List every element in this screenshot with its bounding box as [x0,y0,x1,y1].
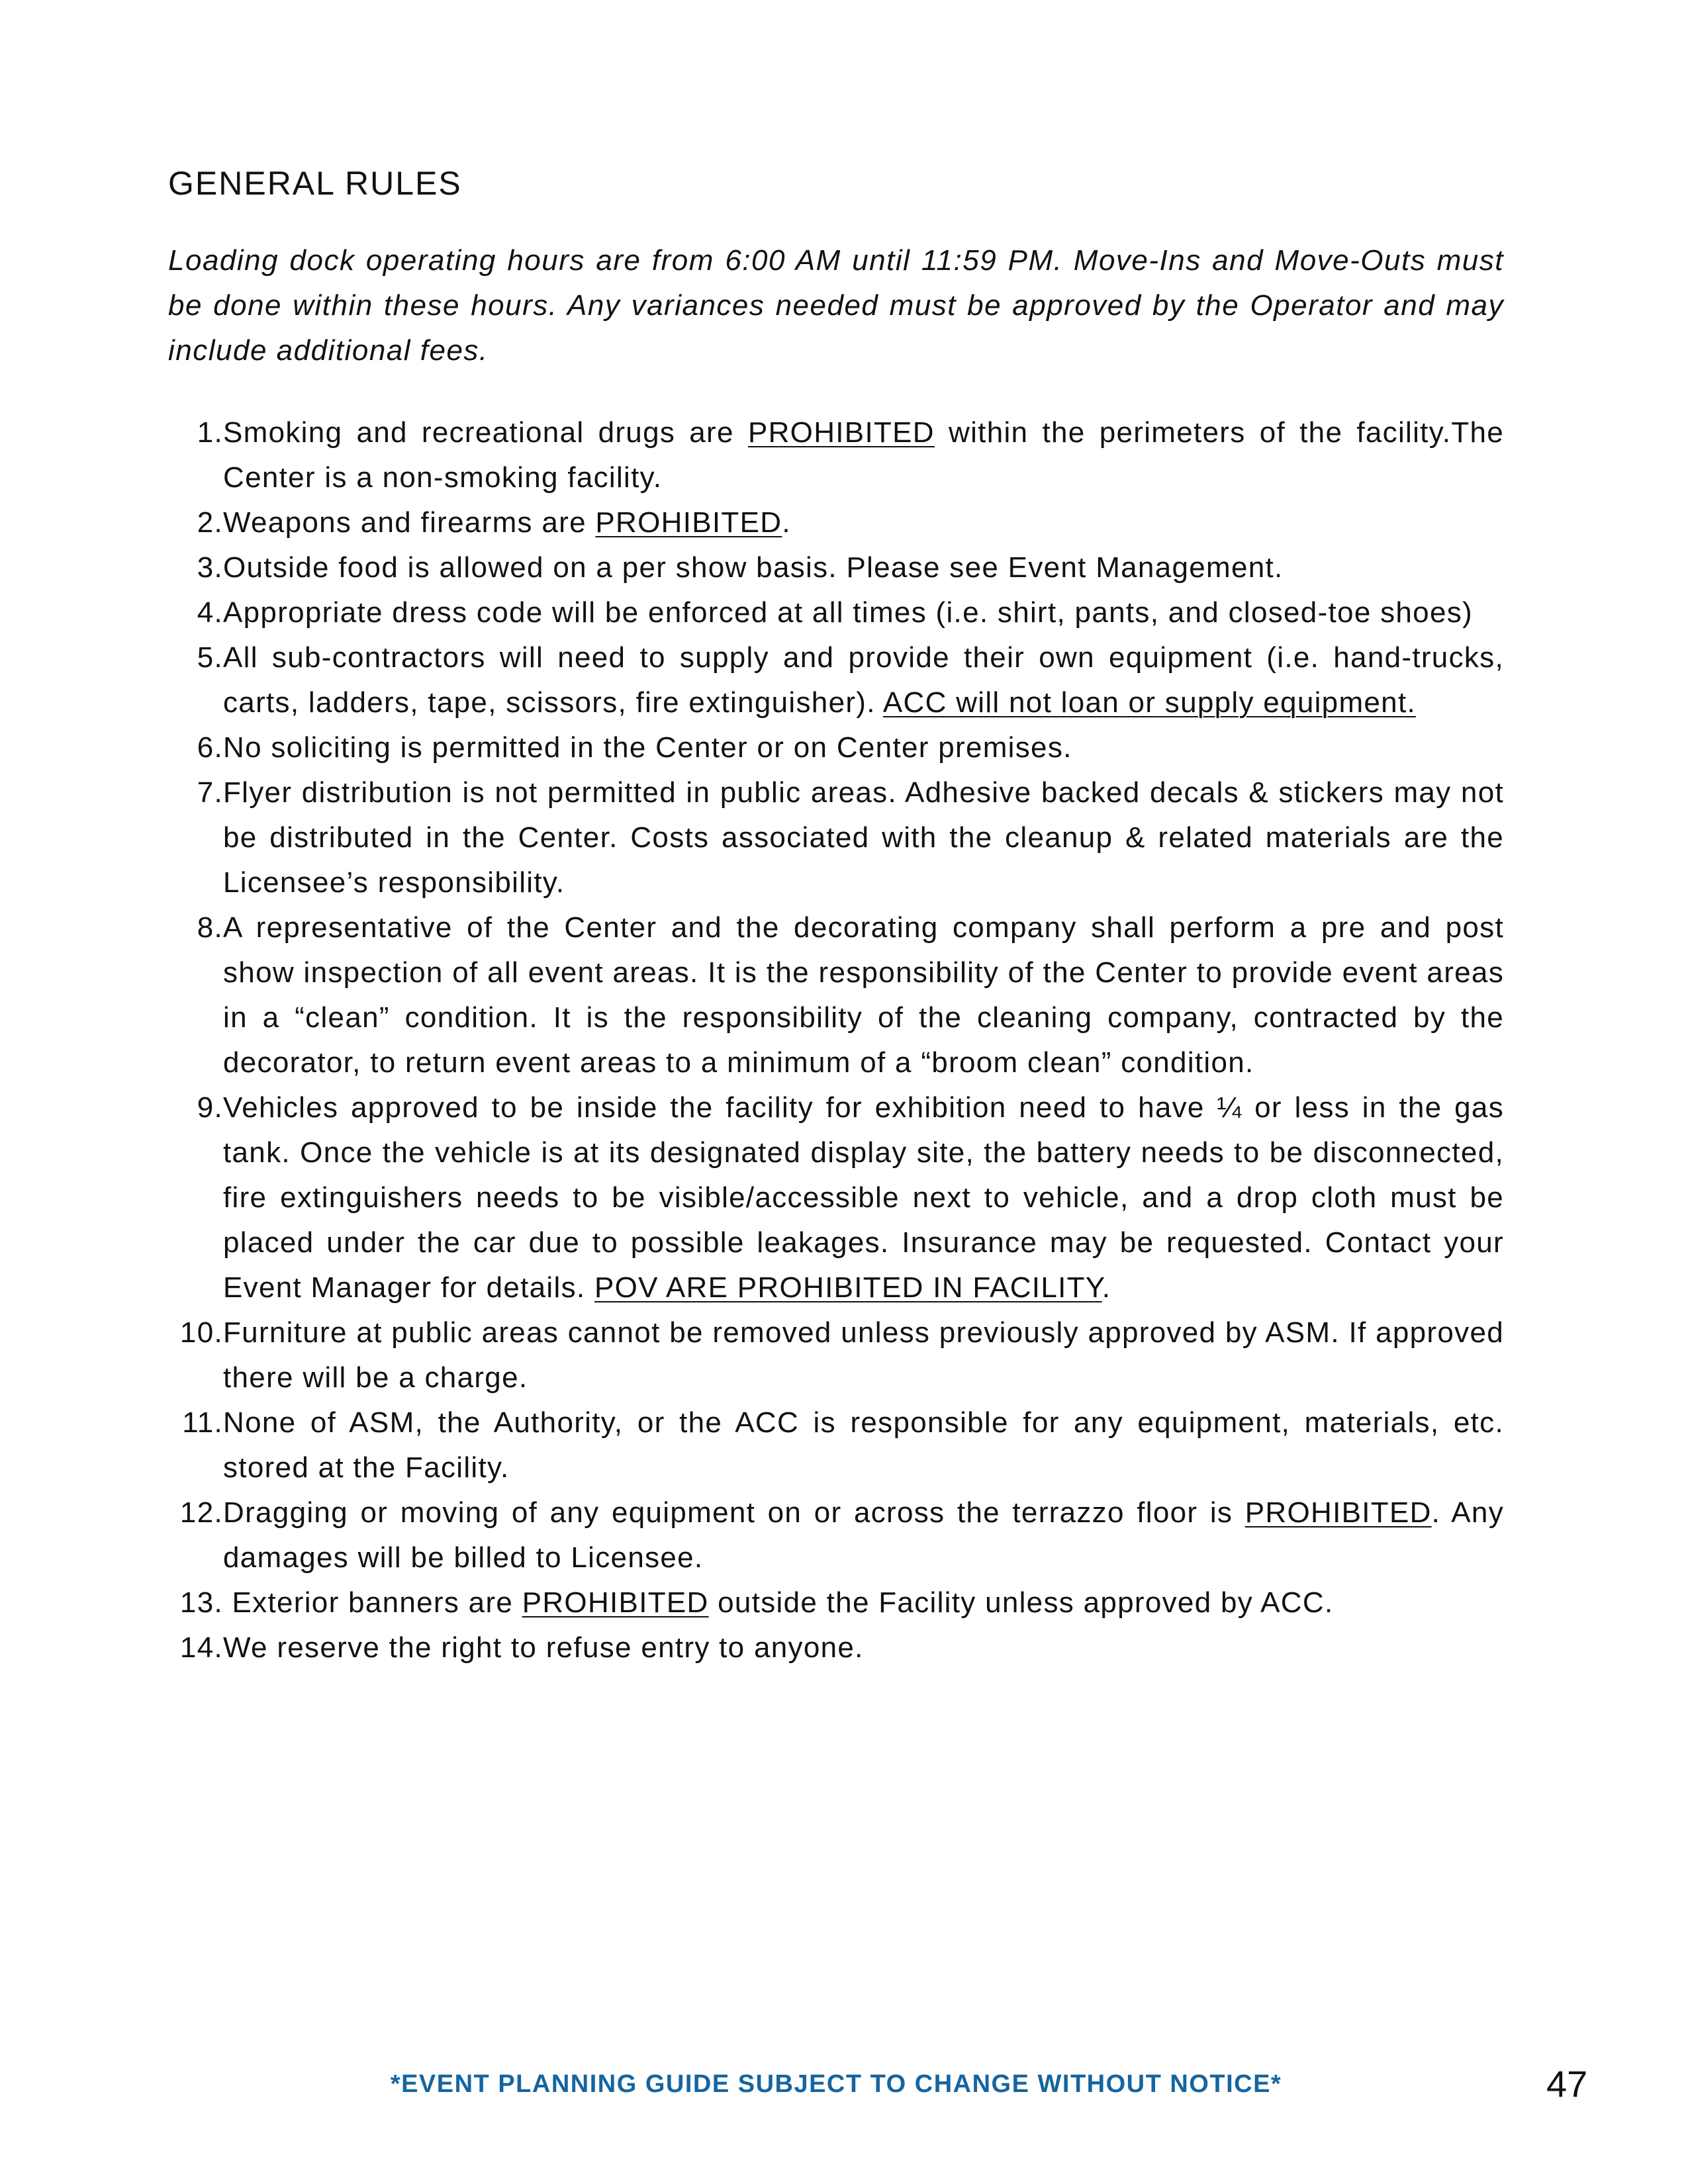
rule-number: 11. [182,1406,223,1439]
rule-text-segment: . [782,506,791,539]
rule-text-segment: We reserve the right to refuse entry to anyone. [223,1631,864,1664]
rule-text [223,1580,1504,1625]
rule-text-segment: No soliciting is permitted in the Center or on Center premises. [223,731,1072,764]
rule-text-segment: Appropriate dress code will be enforced at all times (i.e. shirt, pants, and closed-toe shoes) [223,596,1473,629]
rule-emphasis: PROHIBITED [747,416,935,449]
rule-text-segment: Exterior banners are [223,1586,522,1619]
rule-text [223,410,1513,500]
rule-text-segment: None of ASM, the Authority, or the ACC is responsible for any equipment, materials, etc. stored at the Facility. [223,1406,1513,1484]
rule-item [168,1310,1513,1400]
rules-list [168,410,1513,1670]
rule-text [223,905,1513,1085]
page-heading: GENERAL RULES [168,165,462,202]
rule-item [168,1490,1513,1580]
rule-number: 10. [179,1316,223,1349]
rule-number: 7. [197,776,223,809]
rule-text-segment: Smoking and recreational drugs are [223,416,748,449]
rule-text [223,1625,1504,1670]
footer-notice: *EVENT PLANNING GUIDE SUBJECT TO CHANGE WITHOUT NOTICE* [390,2070,1282,2098]
rule-emphasis: ACC will not loan or supply equipment. [882,686,1416,719]
rule-number: 1. [197,416,223,449]
rule-item [168,1085,1513,1310]
page-number: 47 [1546,2063,1588,2105]
rule-emphasis: PROHIBITED [595,506,782,539]
rule-text-segment: Outside food is allowed on a per show basis. Please see Event Management. [223,551,1284,584]
rule-emphasis: PROHIBITED [522,1586,709,1619]
rule-item [168,1580,1504,1625]
rule-item [168,635,1513,725]
rule-item [168,905,1513,1085]
rule-text [223,590,1504,635]
rule-number: 5. [197,641,223,674]
rule-text [223,635,1513,725]
rule-item [168,410,1513,500]
rule-text-segment: within the perimeters of the facility.The Center is a non-smoking facility. [223,416,1513,494]
rule-text-segment: Dragging or moving of any equipment on or across the terrazzo floor is [223,1496,1245,1529]
rule-item [168,1400,1513,1490]
rule-item [168,590,1504,635]
rule-text-segment: . [1102,1271,1111,1304]
rule-item [168,725,1504,770]
rule-number: 2. [197,506,223,539]
rule-text [223,1490,1513,1580]
rule-emphasis: POV ARE PROHIBITED IN FACILITY [594,1271,1102,1304]
rule-number: 9. [197,1091,223,1124]
rule-text [223,500,1504,545]
rule-number: 6. [197,731,223,764]
rule-text-segment: . Any damages will be billed to Licensee. [223,1496,1513,1574]
rule-text [223,1085,1513,1310]
rule-number: 12. [179,1496,223,1529]
rule-number: 8. [197,911,223,944]
intro-paragraph: Loading dock operating hours are from 6:00 AM until 11:59 PM. Move-Ins and Move-Outs must be done within these hours. Any variances needed must be approved by the Operator and may include additional fees. [168,244,1504,367]
rule-text-segment: A representative of the Center and the decorating company shall perform a pre and post show inspection of all event areas. It is the responsibility of the Center to provide event areas in a “clean” condition. It is the responsibility of the cleaning company, contracted by the decorator, to return event areas to a minimum of a “broom clean” condition. [223,911,1513,1079]
rule-number: 3. [197,551,223,584]
rule-item [168,1625,1504,1670]
rule-text-segment: Flyer distribution is not permitted in public areas. Adhesive backed decals & stickers may not be distributed in the Center. Costs associated with the cleanup & related materials are the Licensee’s responsibility. [223,776,1513,899]
rule-text-segment: outside the Facility unless approved by ACC. [708,1586,1334,1619]
rule-number: 14. [179,1631,223,1664]
rule-text [223,545,1504,590]
rule-text-segment: Furniture at public areas cannot be removed unless previously approved by ASM. If approved there will be a charge. [223,1316,1513,1394]
rule-text [223,1400,1513,1490]
rule-number: 4. [197,596,223,629]
rule-text-segment: Weapons and firearms are [223,506,596,539]
rule-item [168,770,1513,905]
rule-emphasis: PROHIBITED [1244,1496,1432,1529]
rule-item [168,500,1504,545]
rule-item [168,545,1504,590]
rule-text-segment: Vehicles approved to be inside the facility for exhibition need to have ¼ or less in the gas tank. Once the vehicle is at its designated display site, the battery needs to be disconnected, fire extinguishers needs to be visible/accessible next to vehicle, and a drop cloth must be placed under the car due to possible leakages. Insurance may be requested. Contact your Event Manager for details. [223,1091,1513,1304]
rule-text [223,1310,1513,1400]
rule-text-segment: All sub-contractors will need to supply and provide their own equipment (i.e. hand-trucks, carts, ladders, tape, scissors, fire extinguisher). [223,641,1513,719]
rule-text [223,725,1504,770]
rule-number: 13. [179,1586,223,1619]
rule-text [223,770,1513,905]
